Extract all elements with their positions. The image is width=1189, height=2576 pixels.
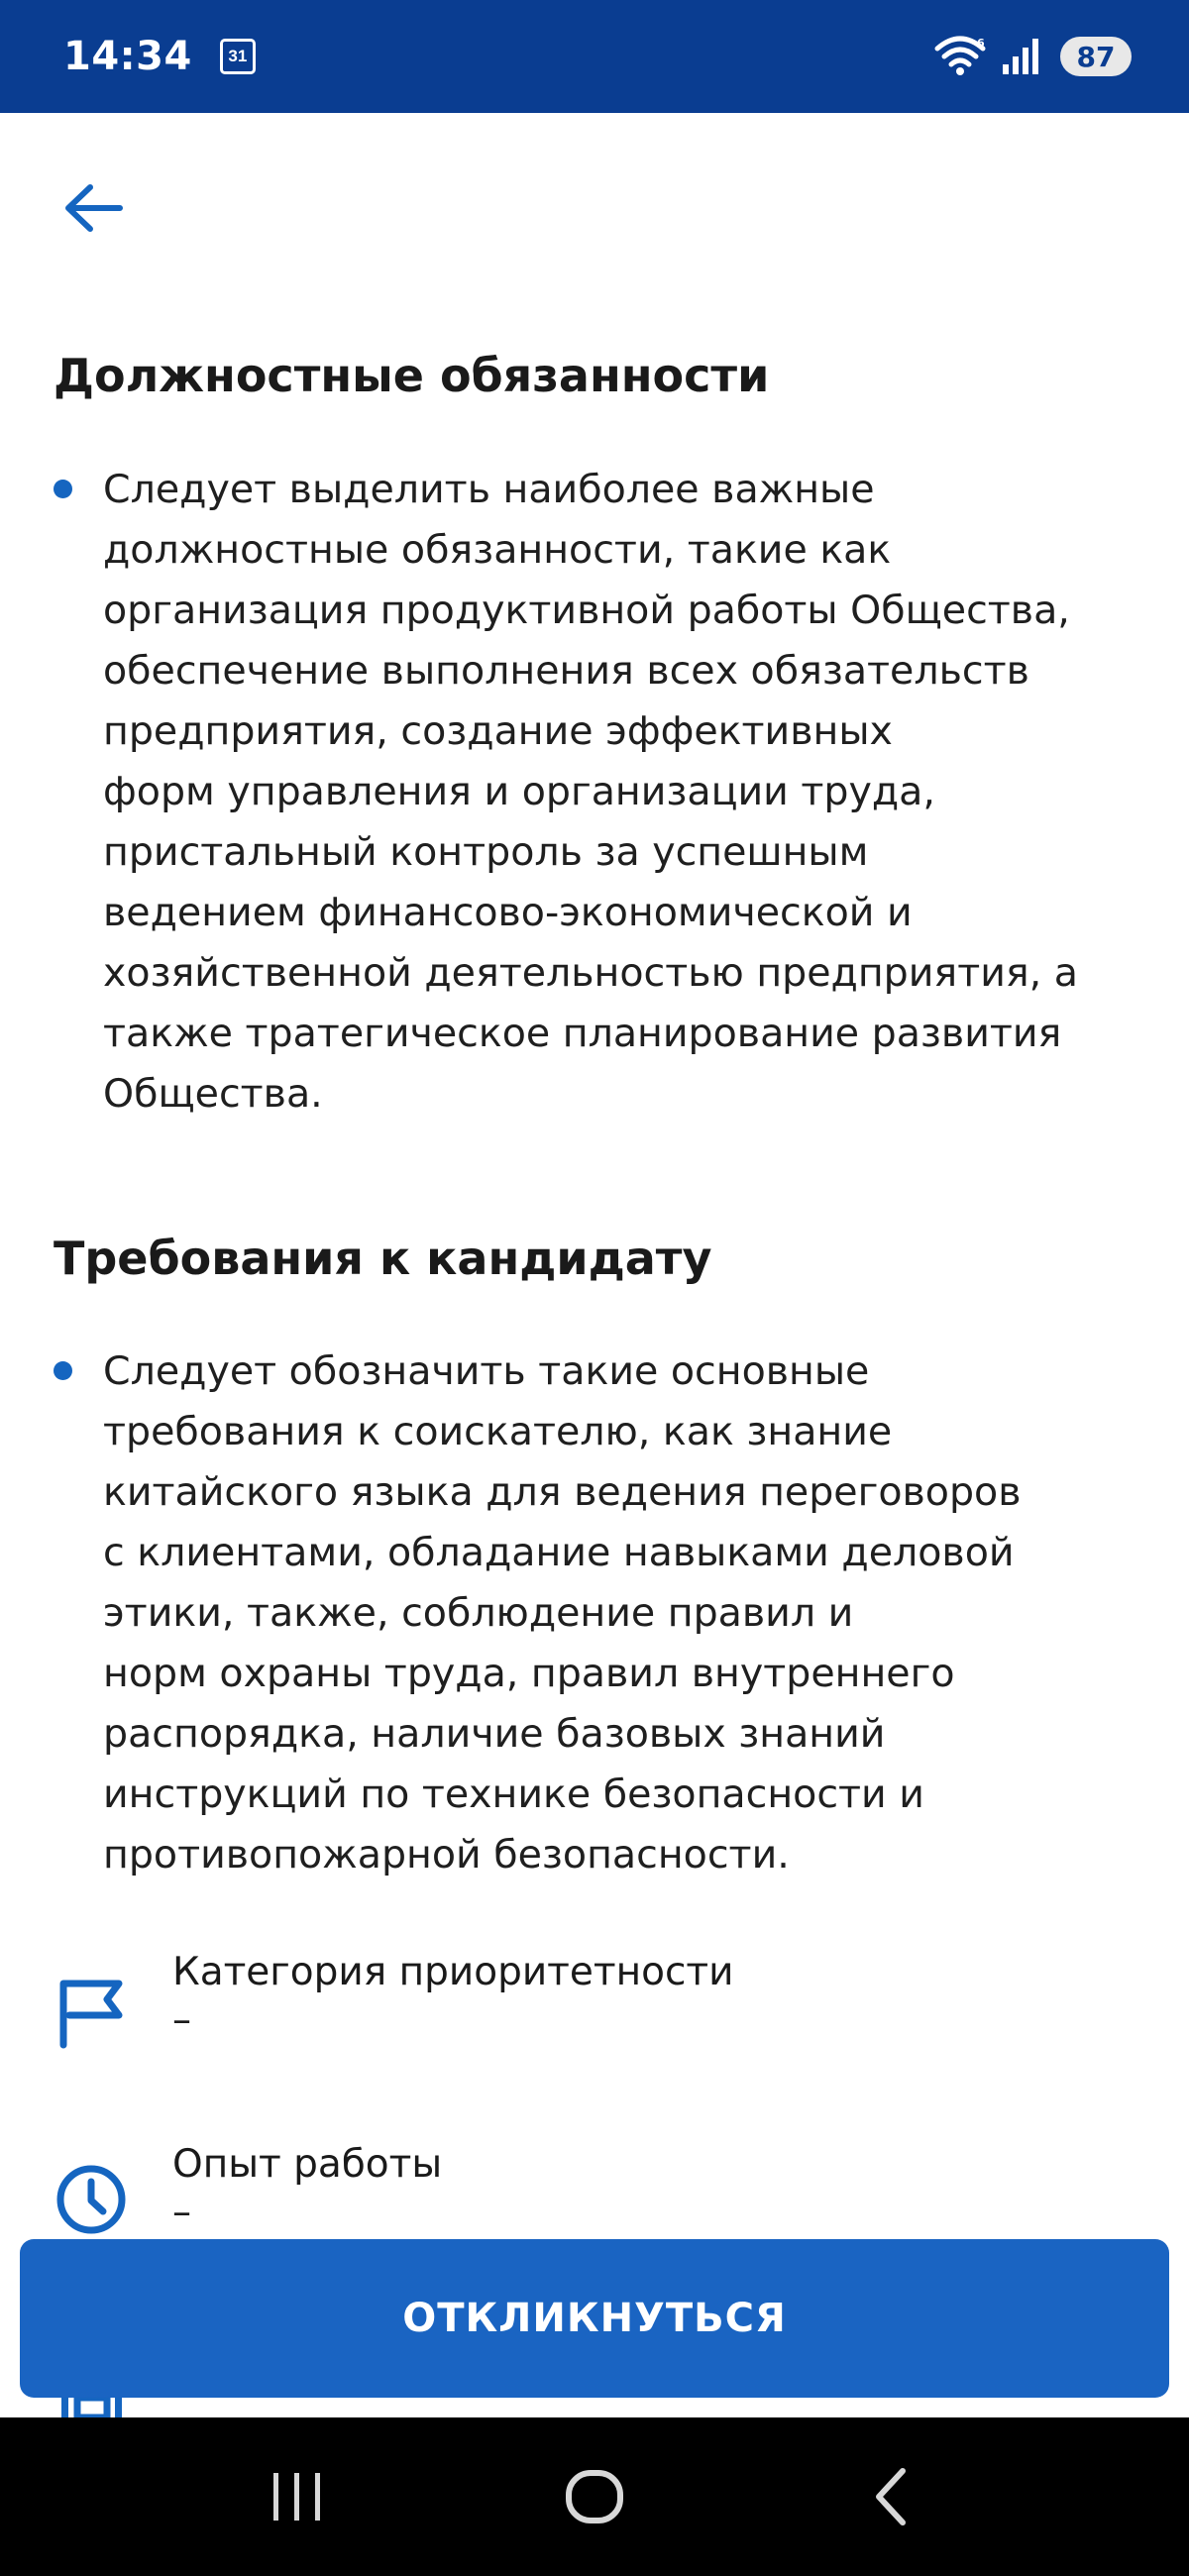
chevron-left-icon xyxy=(867,2465,917,2528)
back-nav-button[interactable] xyxy=(832,2437,951,2556)
requirements-list-item xyxy=(54,1342,1134,1885)
recent-apps-button[interactable] xyxy=(238,2437,357,2556)
calendar-icon: 31 xyxy=(220,39,256,74)
bullet-dot xyxy=(54,1361,72,1380)
priority-category-label: Категория приоритетности xyxy=(172,1950,734,1994)
bullet-dot xyxy=(54,480,72,498)
battery-badge: 87 xyxy=(1060,37,1132,76)
experience-value: – xyxy=(172,2190,191,2233)
duties-list-item xyxy=(54,460,1134,1125)
status-bar xyxy=(0,0,1189,113)
signal-icon xyxy=(1001,37,1040,76)
home-icon xyxy=(563,2465,626,2528)
experience-label: Опыт работы xyxy=(172,2142,443,2187)
back-button[interactable] xyxy=(55,170,131,246)
system-nav-bar xyxy=(0,2417,1189,2576)
requirements-title: Требования к кандидату xyxy=(54,1232,712,1285)
home-button[interactable] xyxy=(535,2437,654,2556)
flag-icon xyxy=(54,1976,129,2051)
priority-category-row xyxy=(54,1950,1134,2069)
arrow-left-icon xyxy=(62,181,124,235)
recent-apps-icon xyxy=(268,2467,327,2526)
respond-button[interactable]: ОТКЛИКНУТЬСЯ xyxy=(20,2239,1169,2398)
duties-title: Должностные обязанности xyxy=(54,349,770,402)
partial-icon xyxy=(57,2398,127,2417)
status-indicators xyxy=(933,35,1132,78)
clock-icon xyxy=(54,2162,129,2237)
requirements-text: Следует обозначить такие основные требования к соискателю, как знание китайского языка для ведения переговоров с клиентами, обладание навыками деловой этики, также, соблюдение правил и норм охраны труда, правил внутреннего распорядка, наличие базовых знаний инструкций по технике безопасности и противопожарной безопасности. xyxy=(103,1348,1022,1878)
wifi-icon xyxy=(933,35,987,78)
priority-category-value: – xyxy=(172,1997,191,2041)
duties-text: Следует выделить наиболее важные должностные обязанности, такие как организация продуктивной работы Общества, обеспечение выполнения всех обязательств предприятия, создание эффективных форм управления и организации труда, пристальный контроль за успешным ведением финансово-экономической и хозяйственной деятельностью предприятия, а также тратегическое планирование развития Общества. xyxy=(103,467,1078,1117)
status-time: 14:34 xyxy=(63,34,192,79)
svg-text:6: 6 xyxy=(977,37,985,50)
